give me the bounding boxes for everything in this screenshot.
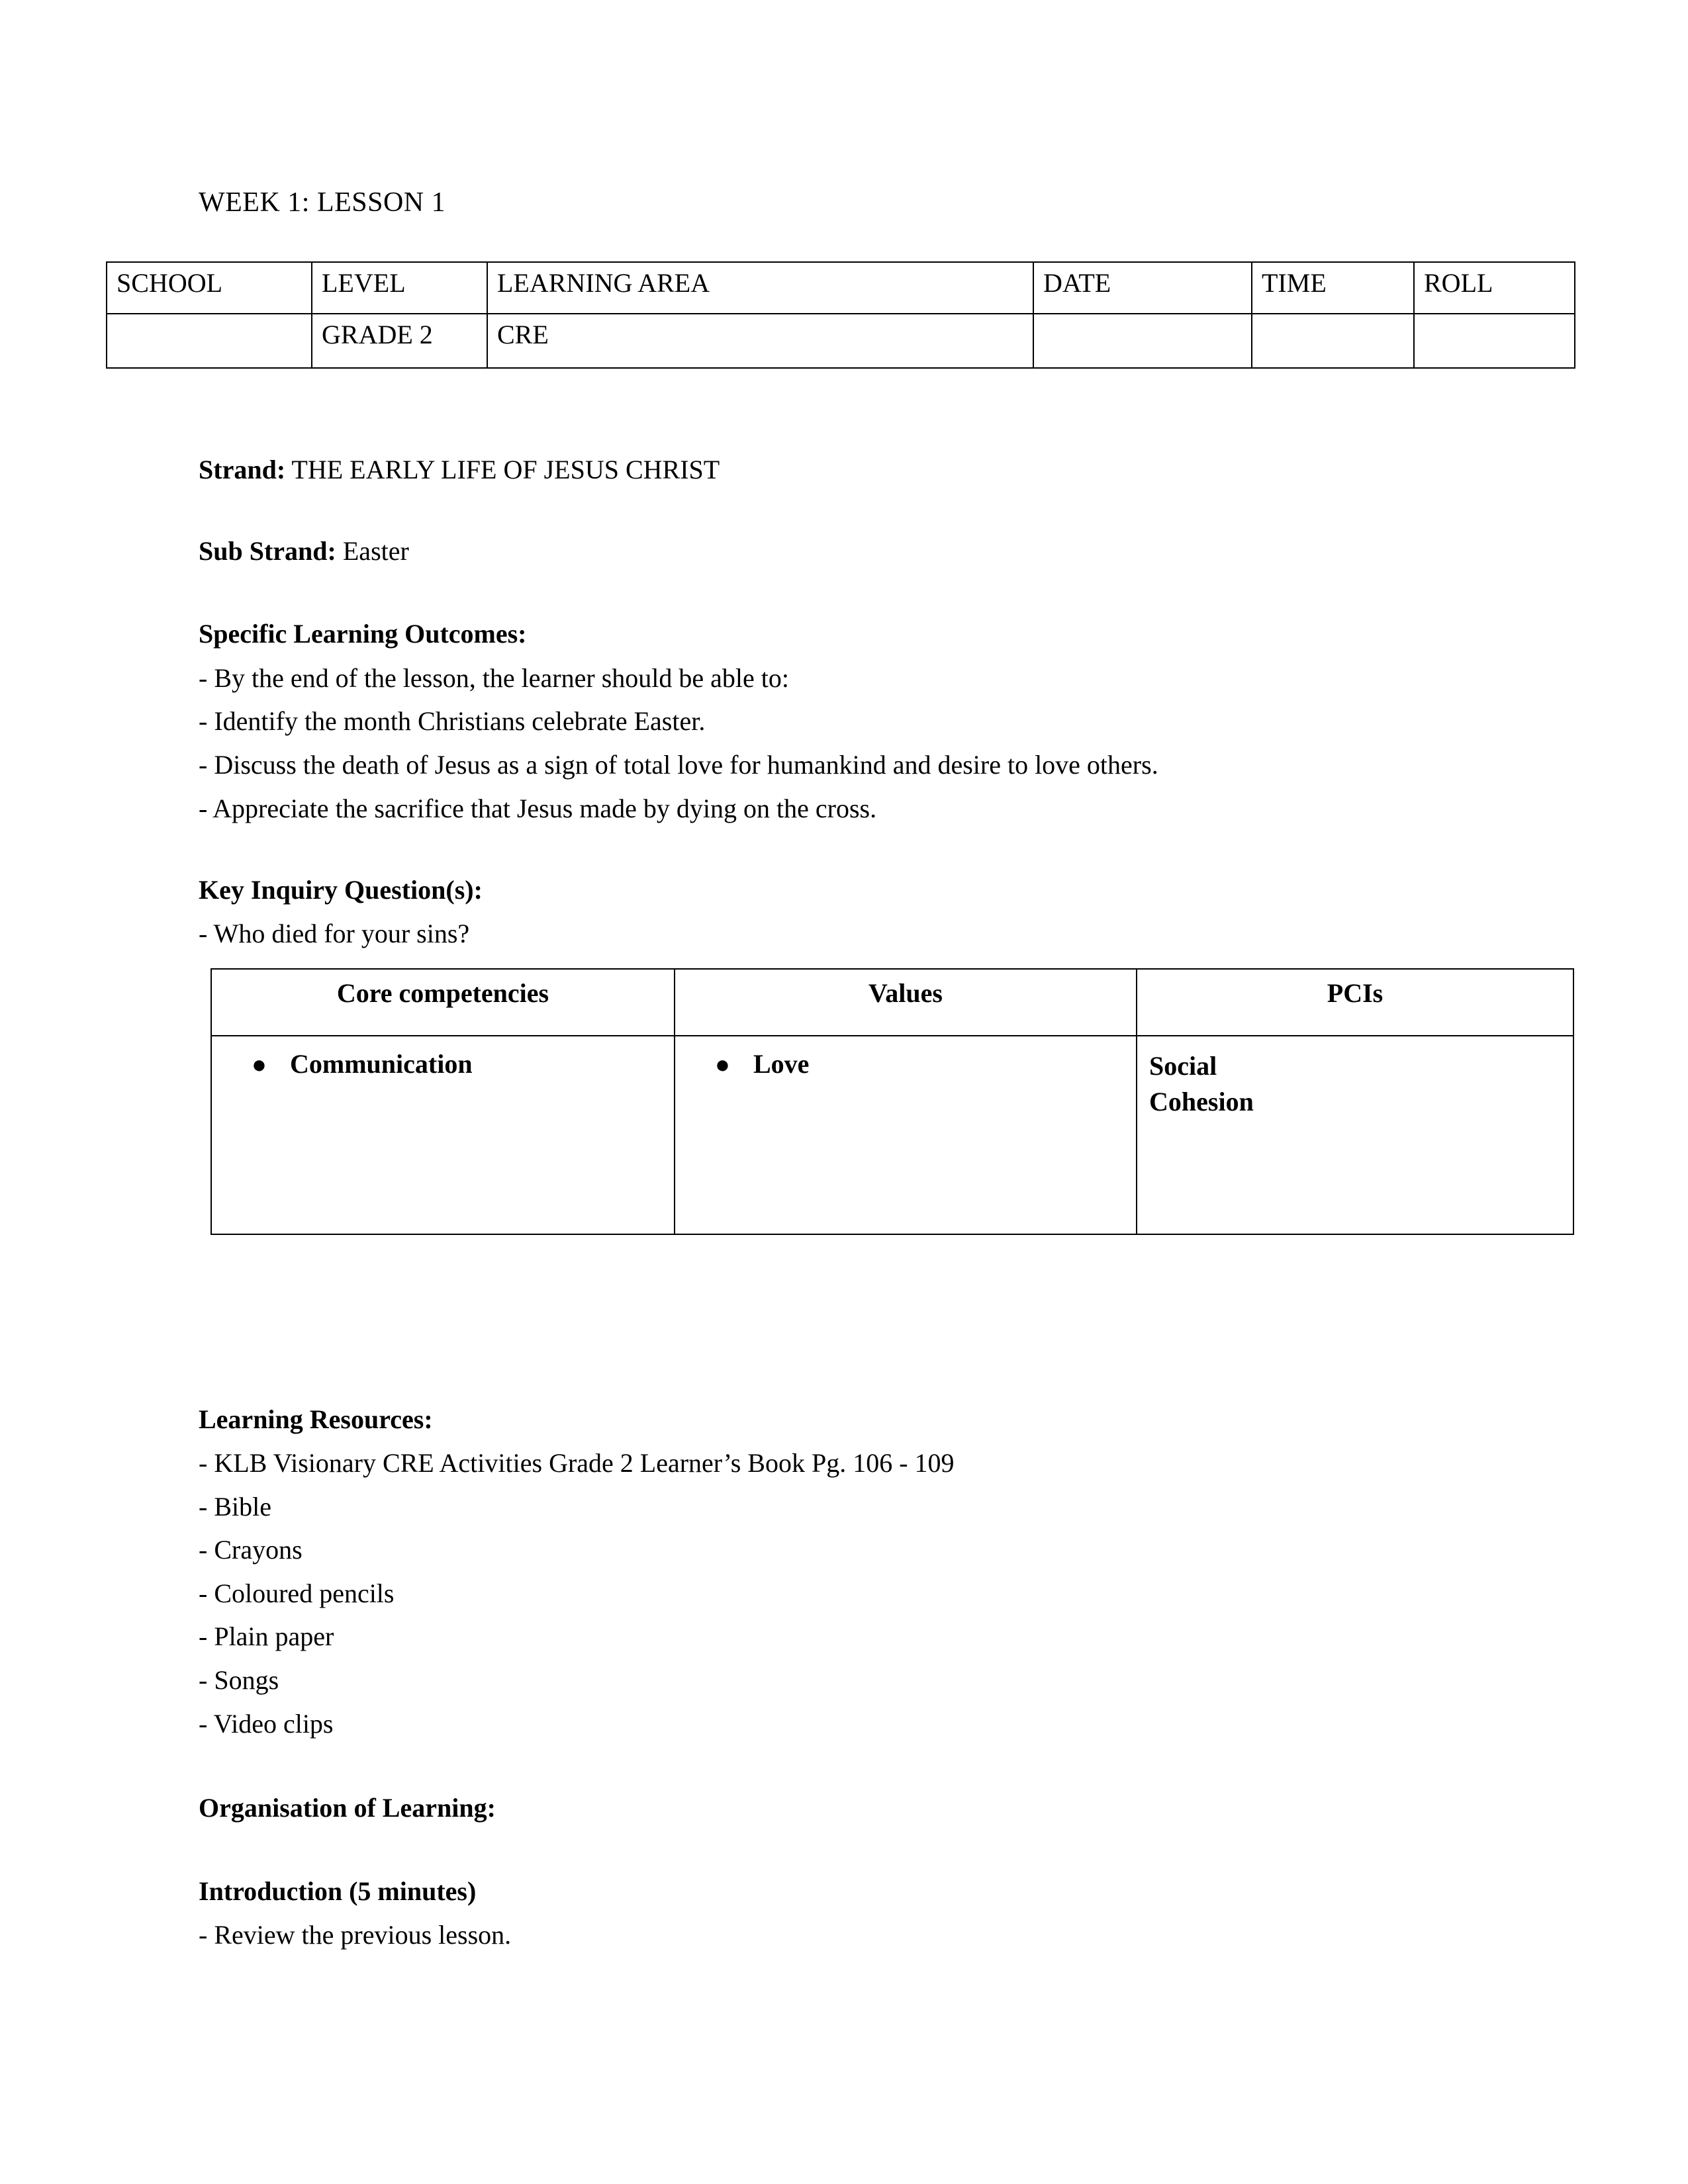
competencies-table [211,968,1574,1235]
page-title: WEEK 1: LESSON 1 [199,187,446,218]
outcome-item: - Appreciate the sacrifice that Jesus made by dying on the cross. [199,794,877,823]
resource-item: - Crayons [199,1535,303,1565]
info-value-level: GRADE 2 [312,314,487,368]
bullet-icon: ● [715,1051,730,1079]
list-item [675,1048,1136,1079]
strand-value: THE EARLY LIFE OF JESUS CHRIST [291,455,720,484]
comp-header-values: Values [675,969,1137,1036]
info-header-level: LEVEL [312,262,487,314]
resource-item: - Plain paper [199,1621,334,1651]
info-value-learning-area: CRE [487,314,1033,368]
values-cell [675,1036,1137,1234]
info-header-learning-area: LEARNING AREA [487,262,1033,314]
info-header-roll: ROLL [1414,262,1575,314]
lesson-info-table [106,261,1575,369]
value-label: Love [753,1049,810,1079]
outcome-item: - By the end of the lesson, the learner should be able to: [199,663,789,693]
pcis-cell [1137,1036,1573,1234]
table-row [211,1036,1573,1234]
info-header-date: DATE [1033,262,1252,314]
bullet-icon: ● [252,1051,267,1079]
specific-learning-outcomes-label: Specific Learning Outcomes: [199,619,527,649]
info-value-school [107,314,312,368]
outcome-item: - Identify the month Christians celebrate Easter. [199,706,706,736]
table-row [107,314,1575,368]
organisation-of-learning-label: Organisation of Learning: [199,1793,496,1823]
pci-label-line-2: Cohesion [1149,1087,1254,1116]
sub-strand-value: Easter [342,536,409,566]
comp-header-pcis: PCIs [1137,969,1573,1036]
introduction-item: - Review the previous lesson. [199,1920,512,1950]
strand-label: Strand: [199,455,286,484]
resource-item: - Songs [199,1665,279,1695]
resource-item: - KLB Visionary CRE Activities Grade 2 Learner’s Book Pg. 106 - 109 [199,1448,955,1478]
info-header-time: TIME [1252,262,1414,314]
info-value-date [1033,314,1252,368]
list-item [212,1048,674,1079]
comp-header-core-competencies: Core competencies [211,969,675,1036]
info-value-time [1252,314,1414,368]
resource-item: - Coloured pencils [199,1578,395,1608]
table-row [107,262,1575,314]
resource-item: - Bible [199,1492,271,1522]
sub-strand-line [199,538,409,565]
introduction-label: Introduction (5 minutes) [199,1876,477,1906]
resource-item: - Video clips [199,1709,334,1739]
outcome-item: - Discuss the death of Jesus as a sign of total love for humankind and desire to love others. [199,750,1158,780]
core-competencies-cell [211,1036,675,1234]
key-inquiry-label: Key Inquiry Question(s): [199,875,483,905]
strand-line [199,457,720,483]
sub-strand-label: Sub Strand: [199,536,336,566]
key-inquiry-item: - Who died for your sins? [199,919,470,948]
core-competency-label: Communication [290,1049,473,1079]
info-value-roll [1414,314,1575,368]
pci-label-line-1: Social [1149,1051,1217,1081]
info-header-school: SCHOOL [107,262,312,314]
table-row [211,969,1573,1036]
learning-resources-label: Learning Resources: [199,1404,433,1434]
